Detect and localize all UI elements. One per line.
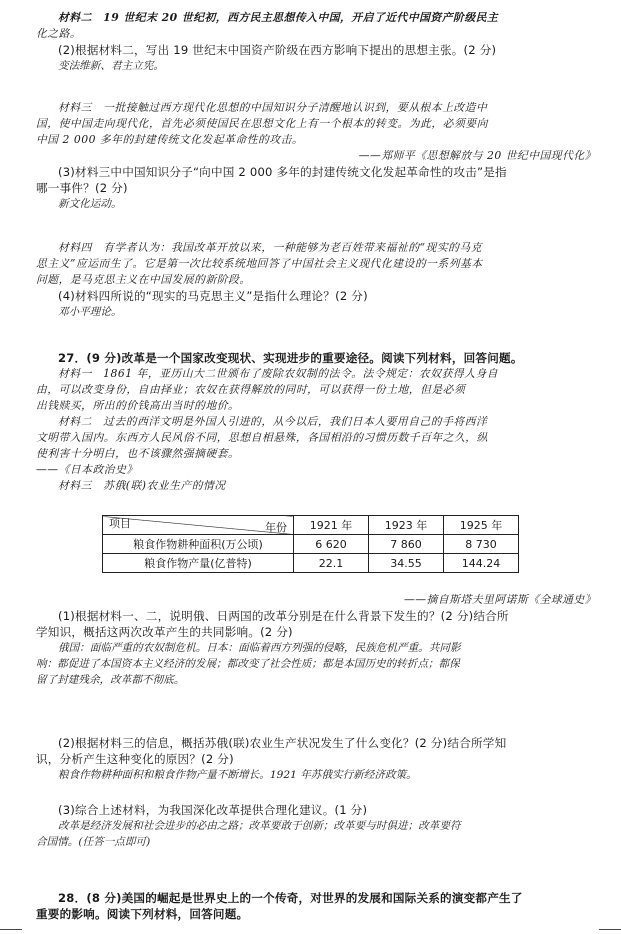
agriculture-table (102, 515, 519, 573)
q27-material-one: 出钱赎买，所出的价钱高出当时的地价。 (36, 399, 240, 412)
source-citation: ——《日本政治史》 (36, 463, 138, 476)
source-citation: ——摘自斯塔夫里阿诺斯《全球通史》 (403, 593, 596, 606)
question-28-intro: 重要的影响。阅读下列材料，回答问题。 (36, 907, 249, 921)
q27-material-one: 材料一 1861 年，亚历山大二世颁布了废除农奴制的法令。法令规定：农奴获得人身自 (58, 367, 499, 380)
q27-material-one: 由，可以改变身份，自由择业；农奴在获得解放的同时，可以获得一份土地，但是必须 (36, 383, 466, 396)
q27-question-3: (3)综合上述材料，为我国深化改革提供合理化建议。(1 分) (58, 803, 368, 817)
header-item-label: 项目 (109, 517, 131, 530)
q27-question-2: (2)根据材料三的信息，概括苏俄(联)农业生产状况发生了什么变化？(2 分)结合所学知 (58, 736, 507, 750)
answer-3: 新文化运动。 (58, 198, 122, 210)
question-27-intro: 27．(9 分)改革是一个国家改变现状、实现进步的重要途径。阅读下列材料，回答问题。 (58, 351, 523, 365)
q27-answer-3: 合国情。(任答一点即可) (36, 836, 151, 848)
question-2: (2)根据材料二，写出 19 世纪末中国资产阶级在西方影响下提出的思想主张。(2 分) (58, 43, 497, 57)
material-two-section (36, 10, 596, 74)
table-cell: 8 730 (444, 535, 519, 554)
q27-question-1: (1)根据材料一、二，说明俄、日两国的改革分别是在什么背景下发生的？(2 分)结合所 (58, 609, 509, 623)
material-two-text: 材料二 19 世纪末 20 世纪初，西方民主思想传入中国，开启了近代中国资产阶级民主 (58, 11, 499, 24)
page-corner-mark (599, 929, 621, 934)
question-4: (4)材料四所说的“现实的马克思主义”是指什么理论？(2 分) (58, 289, 368, 303)
q27-question-1: 学知识，概括这两次改革产生的共同影响。(2 分) (36, 625, 293, 639)
table-cell: 6 620 (294, 535, 369, 554)
table-row (103, 554, 519, 573)
year-header: 1923 年 (369, 516, 444, 535)
question-27-parts (36, 592, 596, 688)
row-label: 粮食作物产量(亿普特) (103, 554, 294, 573)
source-citation: ——郑师平《思想解放与 20 世纪中国现代化》 (358, 149, 596, 162)
q27-answer-1: 留了封建残余，改革都不彻底。 (36, 674, 185, 686)
q27-answer-1: 响：都促进了本国资本主义经济的发展；都改变了社会性质；都是本国历史的转折点；都保 (36, 658, 460, 670)
table-cell: 144.24 (444, 554, 519, 573)
q27-material-two: 文明带入国内。东西方人民风俗不同，思想自相悬殊，各国相沿的习惯历数千百年之久，纵 (36, 431, 488, 444)
header-year-label: 年份 (265, 521, 287, 534)
material-two-text: 化之路。 (36, 27, 82, 40)
question-3: (3)材料三中中国知识分子“向中国 2 000 多年的封建传统文化发起革命性的攻击”是指 (58, 165, 507, 179)
q27-question-2: 识，分析产生这种变化的原因？(2 分) (36, 752, 234, 766)
question-27-section (36, 350, 596, 494)
table-row (103, 535, 519, 554)
row-label: 粮食作物耕种面积(万公顷) (103, 535, 294, 554)
material-four-text: 问题，是马克思主义在中国发展的新阶段。 (36, 273, 251, 286)
q27-answer-2: 粮食作物耕种面积和粮食作物产量不断增长。1921 年苏俄实行新经济政策。 (58, 769, 417, 781)
page-corner-mark (0, 929, 22, 934)
table-header-row (103, 516, 519, 535)
q27-material-two: 使利害十分明白，也不该骤然强摘硬套。 (36, 447, 240, 460)
q27-answer-3: 改革是经济发展和社会进步的必由之路；改革要敢于创新；改革要与时俱进；改革要符 (58, 820, 461, 832)
year-header: 1925 年 (444, 516, 519, 535)
q27-material-three-title: 材料三 苏俄(联)农业生产的情况 (58, 479, 226, 492)
material-four-text: 材料四 有学者认为：我国改革开放以来，一种能够为老百姓带来福祉的“现实的马克 (58, 241, 483, 254)
table-cell: 7 860 (369, 535, 444, 554)
material-three-text: 国，使中国走向现代化，首先必须使国民在思想文化上有一个根本的转变。为此，必须要向 (36, 117, 488, 130)
material-four-section (36, 240, 596, 320)
material-three-text: 中国 2 000 多年的封建传统文化发起革命性的攻击。 (36, 133, 304, 146)
q27-material-two: 材料二 过去的西洋文明是外国人引进的，从今以后，我们日本人要用自己的手将西洋 (58, 415, 488, 428)
question-28-intro: 28．(8 分)美国的崛起是世界史上的一个传奇，对世界的发展和国际关系的演变都产生了 (58, 891, 523, 905)
year-header: 1921 年 (294, 516, 369, 535)
question-3: 哪一事件？(2 分) (36, 181, 128, 195)
table-cell: 22.1 (294, 554, 369, 573)
material-four-text: 思主义”应运而生了。它是第一次比较系统地回答了中国社会主义现代化建设的一系列基本 (36, 257, 483, 270)
question-27-part-2 (36, 735, 596, 783)
material-three-text: 材料三 一批接触过西方现代化思想的中国知识分子清醒地认识到，要从根本上改造中 (58, 101, 488, 114)
q27-answer-1: 俄国：面临严重的农奴制危机。日本：面临着西方列强的侵略，民族危机严重。共同影 (58, 642, 461, 654)
question-27-part-3 (36, 802, 596, 850)
answer-4: 邓小平理论。 (58, 306, 122, 318)
answer-2: 变法维新、君主立宪。 (58, 60, 164, 72)
question-28-section (36, 890, 596, 922)
table-header-corner (103, 516, 294, 535)
table-cell: 34.55 (369, 554, 444, 573)
material-three-section (36, 100, 596, 212)
